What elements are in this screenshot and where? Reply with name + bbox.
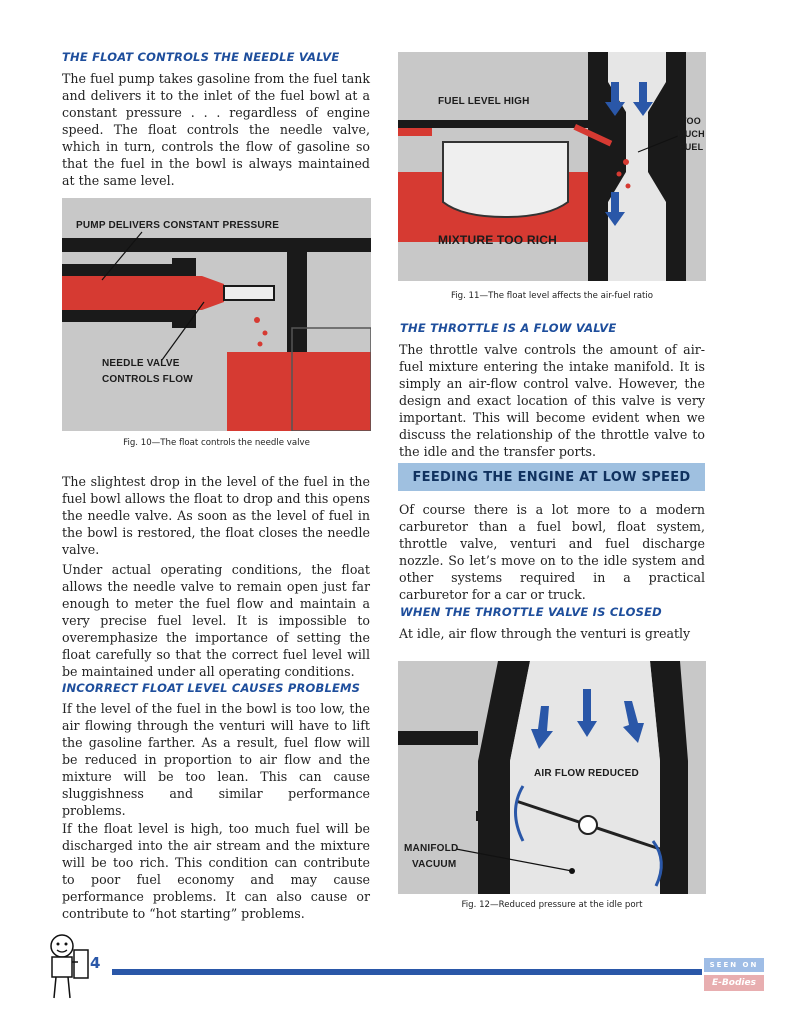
figure-10-illustration (62, 198, 371, 431)
figure-12-caption: Fig. 12—Reduced pressure at the idle port (461, 900, 643, 910)
banner-low-speed: FEEDING THE ENGINE AT LOW SPEED (398, 463, 705, 491)
fig11-label-fuel: FUEL (679, 142, 704, 152)
fig12-label-manifold: MANIFOLD (404, 843, 459, 854)
section-heading-throttle: THE THROTTLE IS A FLOW VALVE (400, 321, 617, 335)
watermark-seen-on: SEEN ON (704, 958, 764, 972)
fig11-label-mixture: MIXTURE TOO RICH (438, 233, 557, 247)
figure-11-caption: Fig. 11—The float level affects the air-fuel ratio (450, 291, 654, 301)
paragraph-throttle: The throttle valve controls the amount of air-fuel mixture entering the intake manifold. It is simply an air-flow control valve. However, the design and exact location of this valve is very important. This will become evident when we discuss the relationship of the throttle valve to the idle and the transfer ports. (399, 342, 705, 459)
fig10-label-needle-1: NEEDLE VALVE (102, 358, 180, 369)
fig12-label-vacuum: VACUUM (412, 859, 457, 870)
paragraph-operating-conditions: Under actual operating conditions, the float allows the needle valve to remain open just far enough to meter the fuel flow and maintain a very precise fuel level. It is impossible to overemphasize the importance of setting the float carefully so that the correct fuel level will be maintained under all operating conditions. (62, 562, 370, 679)
fig11-label-level: FUEL LEVEL HIGH (438, 96, 530, 107)
paragraph-low-speed: Of course there is a lot more to a modern carburetor than a fuel bowl, float system, throttle valve, venturi and fuel discharge nozzle. So let’s move on to the idle system and other systems required in a practical carburetor for a car or truck. (399, 502, 705, 602)
paragraph-level-low: If the level of the fuel in the bowl is too low, the air flowing through the venturi will have to lift the gasoline farther. As a result, fuel flow will be reduced in proportion to air flow and the mixture will be too lean. This can cause sluggishness and similar performance problems. (62, 701, 370, 818)
section-heading-float: THE FLOAT CONTROLS THE NEEDLE VALVE (62, 50, 340, 64)
figure-12 (398, 661, 706, 894)
section-heading-throttle-closed: WHEN THE THROTTLE VALVE IS CLOSED (400, 605, 662, 619)
paragraph-throttle-closed: At idle, air flow through the venturi is greatly (399, 626, 691, 641)
figure-10-caption: Fig. 10—The float controls the needle valve (123, 438, 310, 448)
watermark-badge (704, 958, 764, 994)
figure-12-illustration (398, 661, 706, 894)
paragraph-fuel-drop: The slightest drop in the level of the fuel in the fuel bowl allows the float to drop and this opens the needle valve. As soon as the level of fuel in the bowl is restored, the float closes the needle valve. (62, 474, 370, 557)
paragraph-level-high: If the float level is high, too much fuel will be discharged into the air stream and the mixture will be too rich. This condition can contribute to poor fuel economy and may cause performance problems. It can also cause or contribute to “hot starting” problems. (62, 821, 370, 921)
fig10-label-pump: PUMP DELIVERS CONSTANT PRESSURE (76, 220, 280, 231)
page-number: 4 (90, 954, 101, 972)
footer-rule (112, 969, 702, 975)
mascot-figure (44, 932, 90, 1002)
fig10-label-needle-2: CONTROLS FLOW (102, 374, 193, 385)
figure-11 (398, 52, 706, 281)
figure-11-illustration (398, 52, 706, 281)
fig11-label-too: TOO (681, 116, 701, 126)
fig11-label-much: MUCH (677, 129, 705, 139)
mascot-drawing (44, 932, 90, 1002)
paragraph-float: The fuel pump takes gasoline from the fuel tank and delivers it to the inlet of the fuel bowl at a constant pressure . . . regardless of engine speed. The float controls the needle valve, which in turn, controls the flow of gasoline so that the fuel in the bowl is always maintained at the same level. (62, 71, 370, 188)
figure-10 (62, 198, 371, 431)
fig12-label-air: AIR FLOW REDUCED (534, 768, 639, 779)
section-heading-incorrect-level: INCORRECT FLOAT LEVEL CAUSES PROBLEMS (62, 681, 361, 695)
watermark-ebodies: E-Bodies (704, 975, 764, 991)
